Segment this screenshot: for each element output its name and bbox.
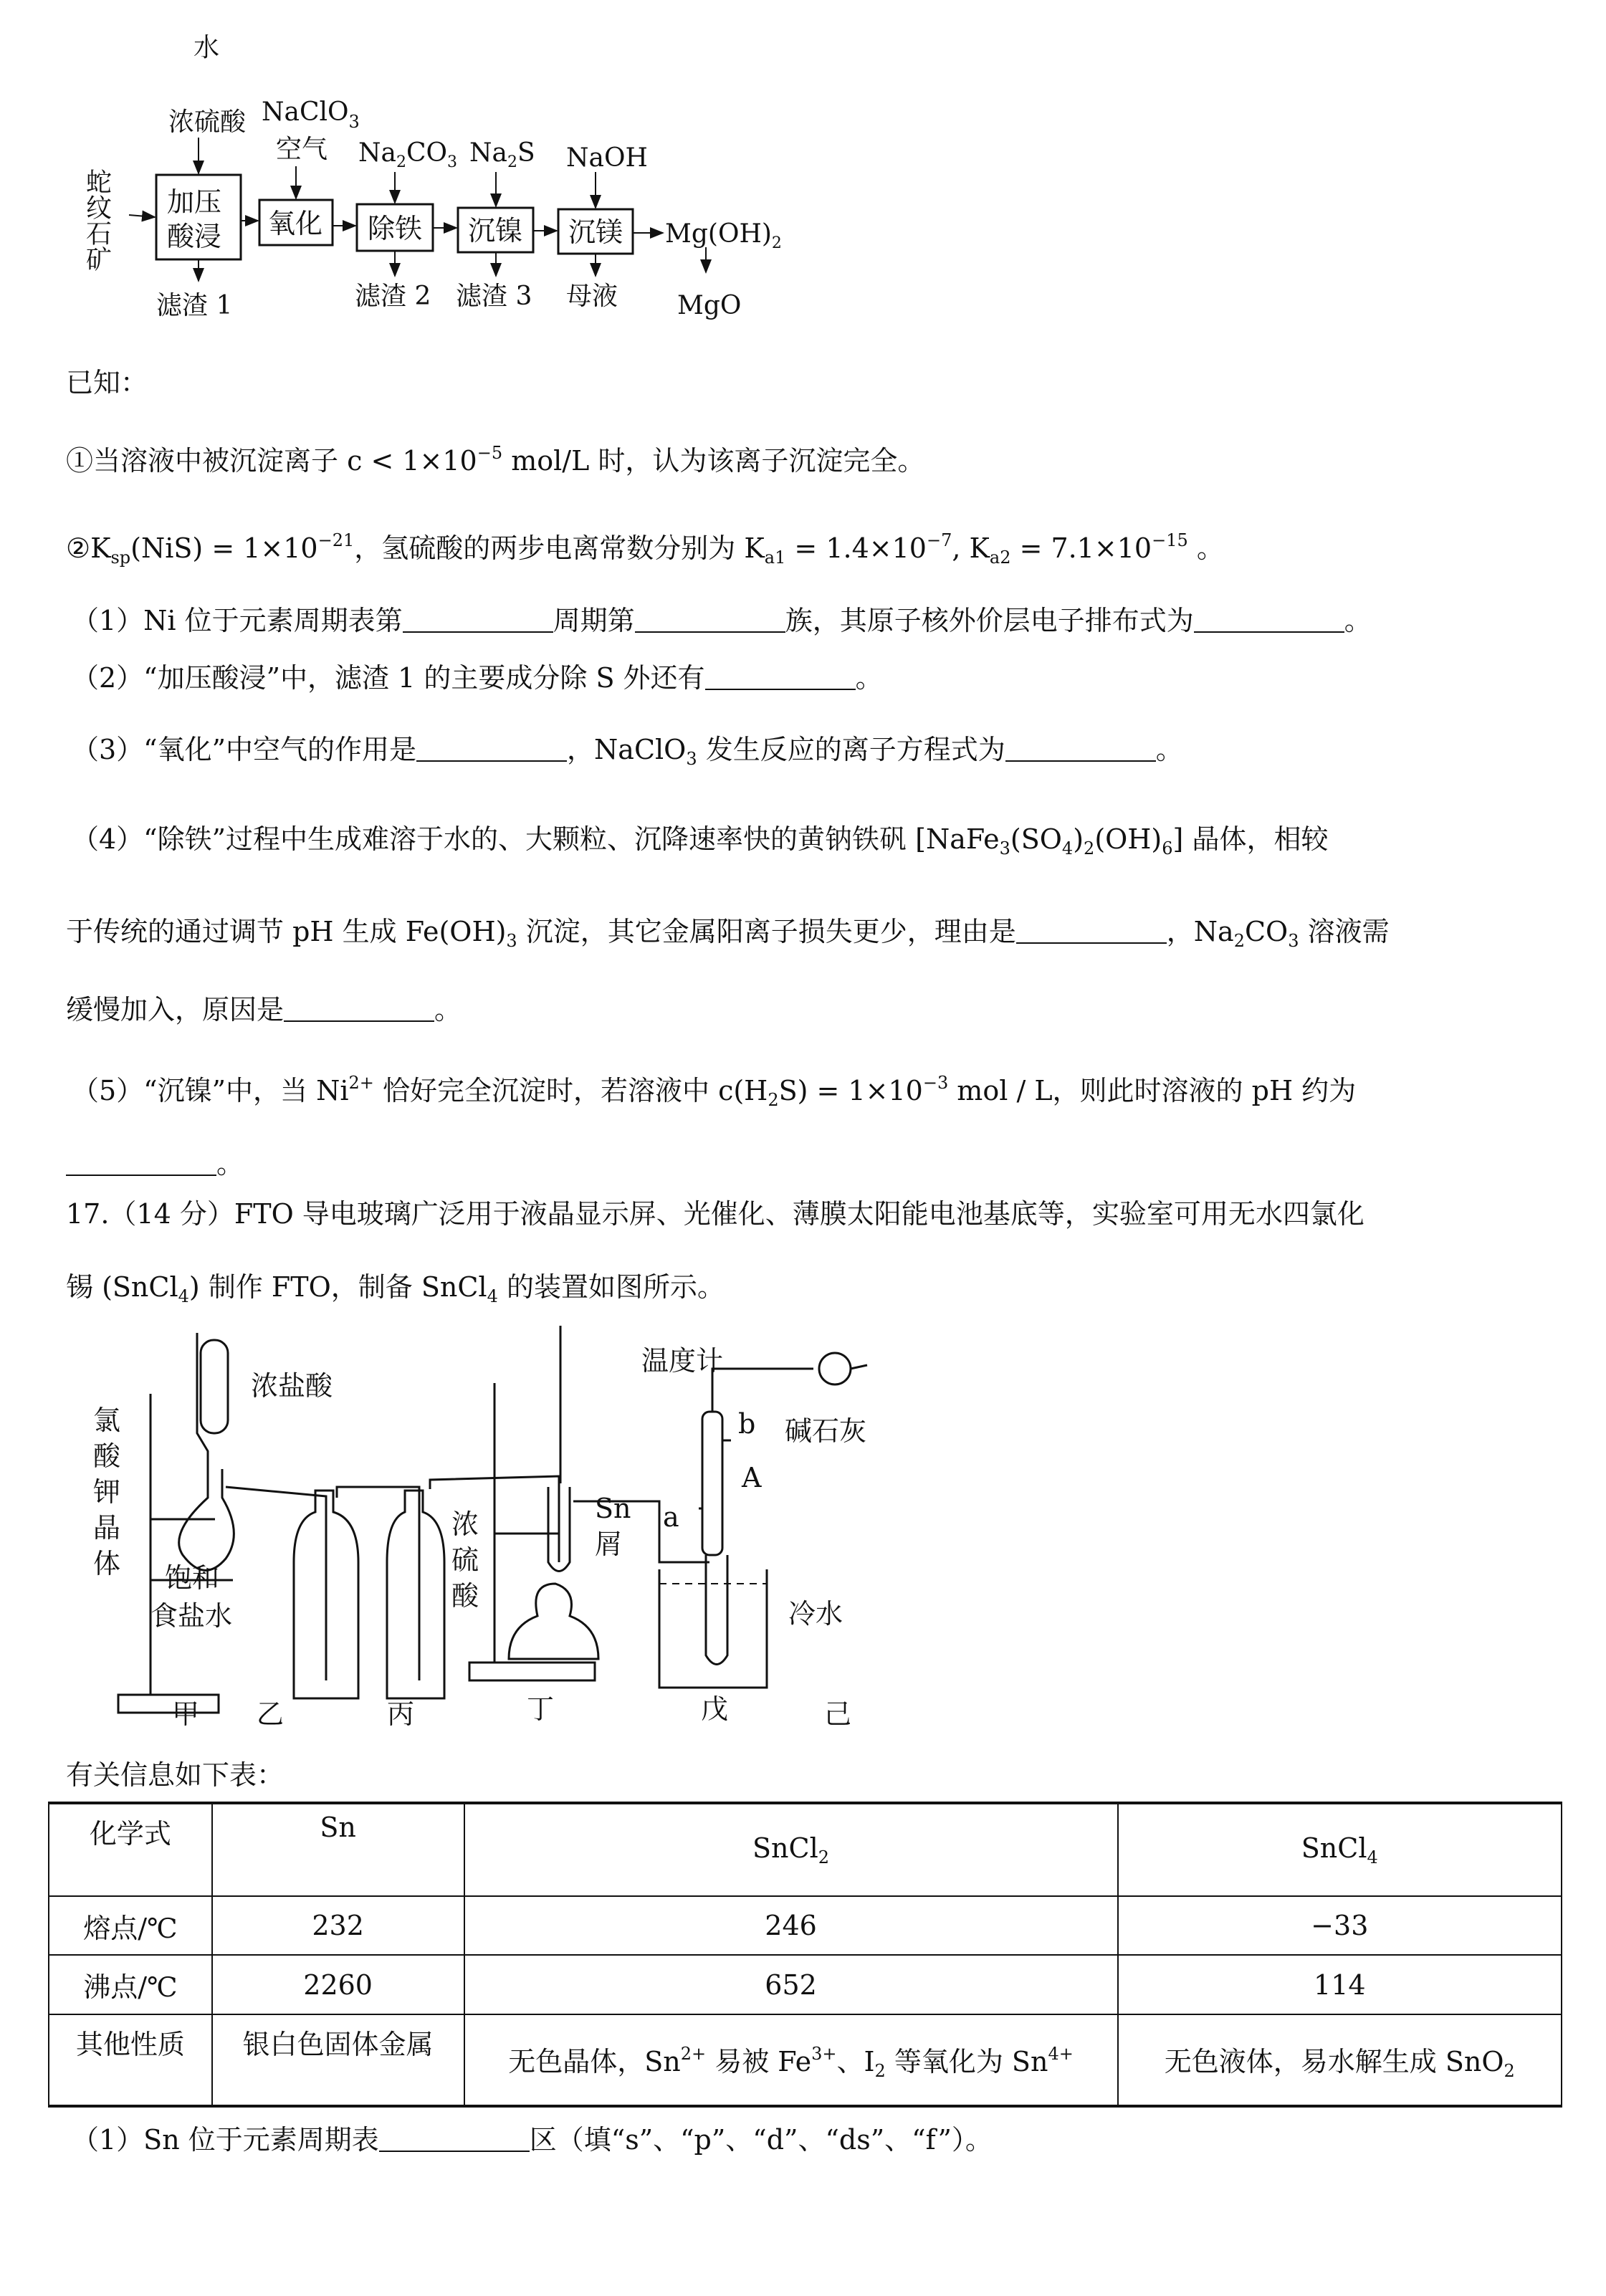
label-A: A [742,1462,762,1493]
text-segment: 周期第 [553,605,635,636]
mother-liquor-label: 母液 [566,282,618,311]
text-segment: 。 [434,994,462,1025]
superscript: 4+ [1048,2043,1074,2064]
conc-h2so4-label-2: 硫 [451,1544,479,1576]
table-row [49,2014,1562,2106]
table-cell [212,2014,464,2106]
superscript: 3+ [811,2043,837,2064]
text-segment: 于传统的通过调节 pH 生成 Fe(OH) [66,916,507,947]
table-cell [49,1955,212,2014]
step-pressure: 加压 [167,186,222,218]
table-cell [464,1803,1118,1896]
conc-h2so4-label-1: 浓 [451,1508,479,1540]
text-segment: 沸点/℃ [83,1971,178,2003]
text-segment: 无色液体，易水解生成 SnO [1164,2045,1504,2077]
text-segment: （1）Ni 位于元素周期表第 [72,605,403,636]
text-segment: （5）“沉镍”中，当 Ni [72,1075,349,1106]
table-cell [1118,1896,1562,1955]
residue2-label: 滤渣 2 [355,282,431,311]
text-segment: Sn [320,1812,356,1843]
brine-label: 饱和 [165,1562,220,1594]
kclo3-label-2: 酸 [93,1440,121,1472]
subscript: a2 [989,547,1011,568]
step-precipitate-nickel: 沉镍 [468,215,523,247]
subscript: 3 [506,931,517,951]
unit-yi: 乙 [257,1698,285,1730]
text-line [66,1197,1364,1231]
superscript: 2+ [348,1073,374,1093]
subscript: 4 [1061,838,1074,858]
table-cell [49,1896,212,1955]
step-oxidation: 氧化 [268,208,323,239]
text-segment: 114 [1314,1969,1366,2001]
text-segment: 缓慢加入，原因是 [66,994,285,1025]
table-cell [1118,1955,1562,2014]
answer-blank[interactable] [705,664,856,690]
text-segment: 2260 [303,1969,373,2001]
unit-wu: 戊 [701,1693,729,1725]
naoh-label: NaOH [566,143,648,173]
text-segment: mol / L，则此时溶液的 pH 约为 [948,1075,1357,1106]
text-segment: 232 [312,1910,364,1941]
residue3-label: 滤渣 3 [456,282,532,311]
table-row [49,1955,1562,2014]
text-segment: 。 [1155,734,1183,765]
text-segment: 17.（14 分）FTO 导电玻璃广泛用于液晶显示屏、光催化、薄膜太阳能电池基底等，实验室可用无水四氯化 [66,1198,1364,1230]
process-flowchart [0,0,803,337]
text-segment: 等氧化为 Sn [885,2045,1048,2077]
table-cell [212,1896,464,1955]
text-segment: 恰好完全沉淀时，若溶液中 c(H [373,1075,768,1106]
apparatus-diagram [43,1326,874,1741]
text-segment: ，Na [1166,916,1234,947]
text-segment: (NiS) = 1×10 [130,532,318,564]
conc-hcl-label: 浓盐酸 [251,1370,333,1402]
mgo-label: MgO [677,291,742,320]
answer-blank[interactable] [635,607,785,633]
text-segment: 652 [765,1969,817,2001]
text-line [66,523,1224,575]
text-segment: ②K [66,532,111,564]
table-cell [49,1803,212,1896]
table-cell [464,2014,1118,2106]
text-line [72,661,883,695]
subscript: 3 [999,838,1010,858]
text-segment: 熔点/℃ [83,1912,178,1944]
text-segment: （3）“氧化”中空气的作用是 [72,734,417,765]
answer-blank[interactable] [379,2126,530,2152]
unit-bing: 丙 [387,1698,415,1730]
superscript: −5 [477,443,503,463]
text-segment: 。 [1187,532,1224,564]
table-cell [212,1955,464,2014]
superscript: −7 [926,530,952,550]
superscript: −15 [1152,530,1188,550]
text-segment: 。 [216,1148,244,1180]
text-segment: , K [952,532,990,564]
kclo3-label-3: 钾 [93,1476,121,1508]
text-segment: 银白色固体金属 [242,2029,434,2060]
text-segment: 。 [855,662,883,694]
table-row [49,1896,1562,1955]
text-segment: S) = 1×10 [778,1075,923,1106]
text-segment: 已知： [66,367,148,398]
text-segment: 区（填“s”、“p”、“d”、“ds”、“f”）。 [529,2124,993,2156]
superscript: 2+ [680,2043,707,2064]
text-segment: = 7.1×10 [1010,532,1152,564]
answer-blank[interactable] [284,996,434,1022]
subscript: 2 [1504,2060,1515,2081]
subscript: 6 [1162,838,1173,858]
table-cell [1118,2014,1562,2106]
text-segment: 246 [765,1910,817,1941]
text-segment: CO [1244,916,1289,947]
sn-flakes-label: 屑 [595,1529,623,1560]
acid-label: 浓硫酸 [168,107,247,137]
residue1-label: 滤渣 1 [156,291,233,320]
brine-label-2: 食盐水 [150,1600,233,1632]
subscript: 4 [487,1286,498,1306]
text-line [66,914,1390,958]
sn-label: Sn [595,1493,631,1524]
text-segment: −33 [1311,1910,1369,1941]
table-cell [464,1955,1118,2014]
kclo3-label-1: 氯 [93,1405,121,1436]
unit-ji: 己 [824,1698,852,1730]
text-segment: 沉淀，其它金属阳离子损失更少，理由是 [517,916,1016,947]
step-remove-iron: 除铁 [368,213,423,244]
text-line [66,1270,725,1314]
text-segment: mol/L 时，认为该离子沉淀完全。 [502,445,925,477]
text-segment: 发生反应的离子方程式为 [697,734,1005,765]
text-segment: （2）“加压酸浸”中，滤渣 1 的主要成分除 S 外还有 [72,662,705,694]
cold-water-label: 冷水 [788,1598,843,1630]
text-segment: （4）“除铁”过程中生成难溶于水的、大颗粒、沉降速率快的黄钠铁矾 [NaFe [72,823,1000,855]
properties-table [48,1802,1562,2108]
text-line [72,732,1183,776]
water-label: 水 [193,33,220,62]
text-line [66,1147,244,1181]
naclo3-label: NaClO$_3$ [262,97,360,132]
text-segment: = 1.4×10 [785,532,927,564]
subscript: 2 [768,1090,779,1110]
subscript: 2 [1084,838,1095,858]
unit-jia: 甲 [172,1698,200,1730]
text-line [72,822,1328,866]
kclo3-label-4: 晶 [93,1512,121,1544]
subscript: 4 [1367,1847,1378,1867]
text-line [66,436,924,478]
subscript: a1 [764,547,786,568]
table-cell [464,1896,1118,1955]
label-a: a [663,1501,679,1533]
text-line [72,1066,1356,1117]
unit-ding: 丁 [527,1693,555,1725]
step-acid-leach: 酸浸 [167,221,222,252]
superscript: −21 [317,530,355,550]
table-cell [212,1803,464,1896]
table-cell [49,2014,212,2106]
text-segment: （1）Sn 位于元素周期表 [72,2124,379,2156]
text-segment: 无色晶体，Sn [508,2045,681,2077]
text-segment: 、I [836,2045,875,2077]
subscript: 4 [178,1286,189,1306]
text-segment: ) 制作 FTO，制备 SnCl [188,1271,487,1303]
text-segment: 化学式 [89,1818,171,1850]
text-segment: ，氢硫酸的两步电离常数分别为 K [354,532,765,564]
answer-blank[interactable] [1005,736,1156,762]
text-line [66,365,148,400]
thermometer-label: 温度计 [641,1345,724,1377]
subscript: 3 [686,749,697,769]
text-segment: 易被 Fe [706,2045,812,2077]
text-segment: 族，其原子核外价层电子排布式为 [785,605,1194,636]
answer-blank[interactable] [416,736,567,762]
kclo3-label-5: 体 [93,1548,121,1579]
text-line [72,603,1372,638]
subscript: 2 [818,1847,830,1867]
text-segment: ) [1073,823,1084,855]
text-segment: ] 晶体，相较 [1172,823,1329,855]
text-segment: (SO [1010,823,1062,855]
text-segment: SnCl [752,1832,818,1864]
answer-blank[interactable] [1194,607,1344,633]
text-segment: 锡 (SnCl [66,1271,178,1303]
na2s-label: $Na_2S$ [469,138,535,171]
text-line [66,992,462,1027]
subscript: 3 [1288,931,1299,951]
text-segment: ①当溶液中被沉淀离子 c < 1×10 [66,445,477,477]
conc-h2so4-label-3: 酸 [451,1580,479,1612]
text-segment: (OH) [1094,823,1162,855]
table-row [49,1803,1562,1896]
raw-material-label: 蛇纹石矿 [82,168,112,272]
text-segment: 的装置如图所示。 [497,1271,725,1303]
text-segment: 。 [1344,605,1372,636]
answer-blank[interactable] [403,607,553,633]
text-line [72,2123,993,2157]
subscript: 2 [874,2060,886,2081]
text-segment: SnCl [1301,1832,1367,1864]
table-cell [1118,1803,1562,1896]
step-precipitate-magnesium: 沉镁 [568,216,623,248]
text-segment: 其他性质 [75,2029,185,2060]
text-line [66,1758,284,1792]
text-segment: 有关信息如下表： [66,1759,285,1791]
answer-blank[interactable] [66,1150,216,1176]
subscript: sp [110,547,131,568]
text-segment: ，NaClO [567,734,687,765]
na2co3-label: $Na_2CO_3$ [358,138,458,171]
text-segment: 溶液需 [1299,916,1390,947]
label-b: b [738,1408,756,1440]
superscript: −3 [922,1073,949,1093]
mgoh2-label: $Mg(OH)_2$ [665,219,782,252]
answer-blank[interactable] [1016,918,1167,944]
air-label: 空气 [276,135,328,164]
subscript: 2 [1233,931,1245,951]
soda-lime-label: 碱石灰 [785,1415,867,1447]
